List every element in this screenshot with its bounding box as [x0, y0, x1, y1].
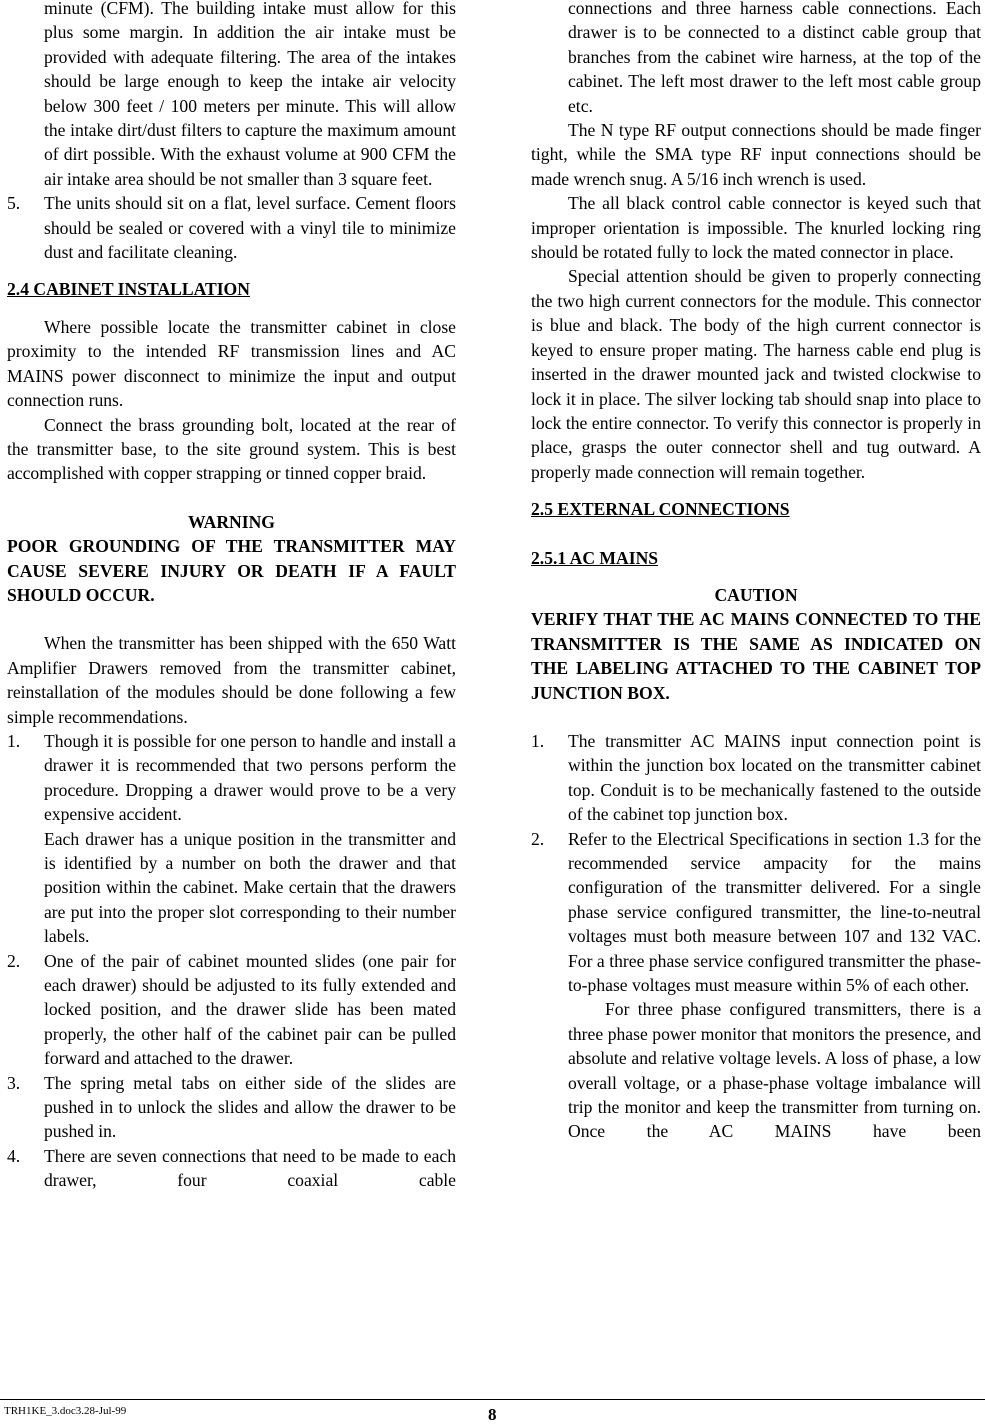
list-number: 2.	[531, 828, 545, 849]
paragraph-locate-cabinet: Where possible locate the transmitter cabinet in close proximity to the intended RF transmission lines and AC MAINS power disconnect to minimize the input and output connection runs.	[7, 316, 456, 411]
ac-list-item-1	[531, 729, 981, 827]
warning-title: WARNING	[188, 511, 275, 532]
intake-item-continuation: minute (CFM). The building intake must allow for this plus some margin. In addition the air intake must be provided with adequate filtering. The area of the intakes should be large enough to keep the intake air velocity below 300 feet / 100 meters per minute. This will allow the intake dirt/dust filters to capture the maximum amount of dirt possible. With the exhaust volume at 900 CFM the air intake area should be not smaller than 3 square feet.	[44, 0, 456, 189]
paragraph-high-current: Special attention should be given to properly connecting the two high current connectors for the module. This connector is blue and black. The body of the high current connector is keyed to ensure proper mating. The harness cable end plug is inserted in the drawer mounted jack and twisted clockwise to lock it in place. The silver locking tab should snap into place to lock the entire connector. To verify this connector is properly in place, grasps the outer connector shell and tug outward. A properly made connection will remain together.	[531, 266, 981, 482]
list-item-5	[7, 191, 456, 264]
list-number: 1.	[531, 730, 545, 751]
footer-doc-id: TRH1KE_3.doc3.28-Jul-99	[4, 1405, 127, 1417]
section-heading-ac-mains: 2.5.1 AC MAINS	[531, 547, 659, 568]
footer-rule	[0, 1399, 985, 1400]
right-column	[531, 0, 981, 1144]
warning-text: POOR GROUNDING OF THE TRANSMITTER MAY CAUSE SEVERE INJURY OR DEATH IF A FAULT SHOULD OCCUR.	[7, 536, 456, 605]
list-item-1	[7, 729, 456, 827]
paragraph-control-cable: The all black control cable connector is keyed such that improper orientation is impossible. The knurled locking ring should be rotated fully to lock the mated connector in place.	[531, 193, 981, 263]
list-text: One of the pair of cabinet mounted slides (one pair for each drawer) should be adjusted to its fully extended and locked position, and the drawer slide has been mated properly, the other half of the cabinet pair can be pulled forward and attached to the drawer.	[44, 950, 456, 1069]
list-text: For three phase configured transmitters, there is a three phase power monitor that monitors the presence, and absolute and relative voltage levels. A loss of phase, a low overall voltage, or a phase-phase voltage imbalance will trip the monitor and keep the transmitter from turning on. Once the AC MAINS have been	[568, 999, 981, 1142]
caution-text: VERIFY THAT THE AC MAINS CONNECTED TO THE TRANSMITTER IS THE SAME AS INDICATED ON THE LABELING ATTACHED TO THE CABINET TOP JUNCTION BOX.	[531, 609, 981, 703]
item-4-continuation: connections and three harness cable connections. Each drawer is to be connected to a distinct cable group that branches from the cabinet wire harness, at the top of the cabinet. The left most drawer to the left most cable group etc.	[568, 0, 981, 116]
list-number: 3.	[7, 1072, 21, 1093]
caution-title: CAUTION	[714, 584, 798, 605]
paragraph-grounding: Connect the brass grounding bolt, located at the rear of the transmitter base, to the site ground system. This is best accomplished with copper strapping or tinned copper braid.	[7, 414, 456, 484]
list-number: 5.	[7, 193, 21, 214]
list-item-4	[7, 1144, 456, 1193]
paragraph-shipped: When the transmitter has been shipped with the 650 Watt Amplifier Drawers removed from the transmitter cabinet, reinstallation of the modules should be done following a few simple recommendations.	[7, 633, 456, 727]
list-text: Each drawer has a unique position in the transmitter and is identified by a number on both the drawer and that position within the cabinet. Make certain that the drawers are put into the proper slot corresponding to their number labels.	[44, 828, 456, 947]
page-number: 8	[488, 1405, 497, 1424]
section-heading-cabinet-installation: 2.4 CABINET INSTALLATION	[7, 279, 250, 300]
list-number: 4.	[7, 1145, 21, 1166]
list-number: 2.	[7, 950, 21, 971]
section-heading-external-connections: 2.5 EXTERNAL CONNECTIONS	[531, 499, 790, 520]
list-number: 1.	[7, 730, 21, 751]
paragraph-three-phase	[531, 997, 981, 1143]
list-text: Though it is possible for one person to handle and install a drawer it is recommended that two persons perform the procedure. Dropping a drawer would prove to be a very expensive accident.	[44, 730, 456, 825]
list-item-1-continued	[7, 827, 456, 949]
list-text: The spring metal tabs on either side of the slides are pushed in to unlock the slides and allow the drawer to be pushed in.	[44, 1072, 456, 1142]
list-item-3	[7, 1071, 456, 1144]
list-text: The transmitter AC MAINS input connection point is within the junction box located on the transmitter cabinet top. Conduit is to be mechanically fastened to the outside of the cabinet top junction box.	[568, 730, 981, 825]
list-text: There are seven connections that need to be made to each drawer, four coaxial cable	[44, 1145, 456, 1191]
list-item-2	[7, 949, 456, 1071]
list-text: Refer to the Electrical Specifications in section 1.3 for the recommended service ampacity for the mains configuration of the transmitter delivered. For a single phase service configured transmitter, the line-to-neutral voltages must both measure between 107 and 132 VAC. For a three phase service configured transmitter the phase-to-phase voltages must measure within 5% of each other.	[568, 828, 981, 996]
ac-list-item-2	[531, 827, 981, 998]
list-text: The units should sit on a flat, level surface. Cement floors should be sealed or covered with a vinyl tile to minimize dust and facilitate cleaning.	[44, 193, 456, 263]
paragraph-rf-connections: The N type RF output connections should be made finger tight, while the SMA type RF input connections should be made wrench snug. A 5/16 inch wrench is used.	[531, 120, 981, 189]
left-column	[7, 0, 456, 1193]
